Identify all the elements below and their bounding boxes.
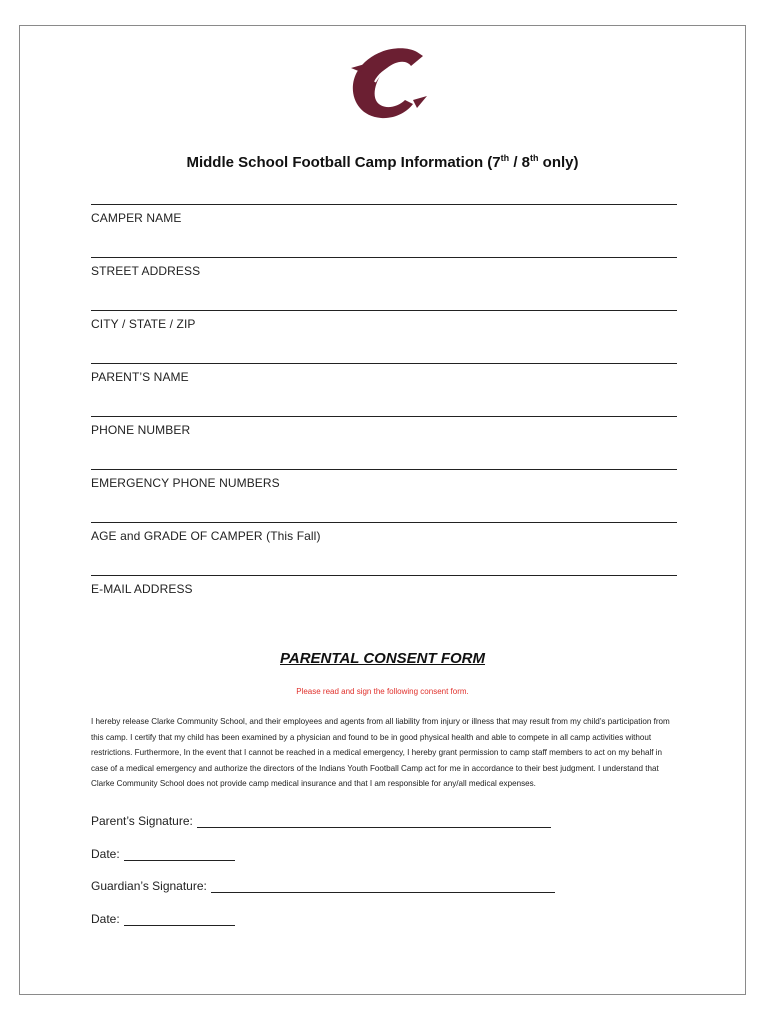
age-grade-label: AGE and GRADE OF CAMPER (This Fall)	[91, 529, 321, 543]
city-state-zip-line[interactable]	[91, 310, 677, 311]
date-label-1: Date:	[91, 847, 120, 861]
age-grade-field[interactable]	[91, 522, 677, 543]
date-row-1[interactable]	[91, 847, 235, 861]
email-address-line[interactable]	[91, 575, 677, 576]
date-line-1[interactable]	[124, 849, 235, 861]
street-address-line[interactable]	[91, 257, 677, 258]
phone-number-line[interactable]	[91, 416, 677, 417]
parent-signature-label: Parent’s Signature:	[91, 814, 193, 828]
guardian-signature-row[interactable]	[91, 879, 555, 893]
guardian-signature-line[interactable]	[211, 881, 555, 893]
date-label-2: Date:	[91, 912, 120, 926]
consent-body: I hereby release Clarke Community School, and their employees and agents from all liability from injury or illness that may result from my child’s participation from this camp. I certify that my child has been examined by a physician and found to be in good physical health and able to compete in all camp activities without restrictions. Furthermore, In the event that I cannot be reached in a medical emergency, I hereby grant permission to camp staff members to act on my behalf in case of a medical emergency and authorize the directors of the Indians Youth Football Camp act for me in accordance to their best judgment. I understand that Clarke Community School does not provide camp medical insurance and that I am responsible for any/all medical expenses.	[91, 717, 670, 788]
phone-number-label: PHONE NUMBER	[91, 423, 191, 437]
guardian-signature-label: Guardian’s Signature:	[91, 879, 207, 893]
school-c-logo	[347, 46, 429, 120]
parent-name-field[interactable]	[91, 363, 677, 384]
form-title: Middle School Football Camp Information (7th / 8th only)	[186, 153, 579, 171]
date-row-2[interactable]	[91, 912, 235, 926]
street-address-label: STREET ADDRESS	[91, 264, 201, 278]
email-address-field[interactable]	[91, 575, 677, 596]
age-grade-line[interactable]	[91, 522, 677, 523]
phone-number-field[interactable]	[91, 416, 677, 437]
camper-name-field[interactable]	[91, 204, 677, 225]
parent-signature-row[interactable]	[91, 814, 551, 828]
email-address-label: E-MAIL ADDRESS	[91, 582, 193, 596]
camper-name-label: CAMPER NAME	[91, 211, 182, 225]
parent-name-line[interactable]	[91, 363, 677, 364]
city-state-zip-field[interactable]	[91, 310, 677, 331]
street-address-field[interactable]	[91, 257, 677, 278]
city-state-zip-label: CITY / STATE / ZIP	[91, 317, 196, 331]
form-page	[19, 25, 746, 995]
parent-signature-line[interactable]	[197, 816, 551, 828]
camper-name-line[interactable]	[91, 204, 677, 205]
emergency-phone-line[interactable]	[91, 469, 677, 470]
emergency-phone-label: EMERGENCY PHONE NUMBERS	[91, 476, 280, 490]
parent-name-label: PARENT’S NAME	[91, 370, 189, 384]
consent-title: PARENTAL CONSENT FORM	[280, 650, 485, 667]
date-line-2[interactable]	[124, 914, 235, 926]
emergency-phone-field[interactable]	[91, 469, 677, 490]
consent-note: Please read and sign the following consent form.	[296, 687, 469, 696]
